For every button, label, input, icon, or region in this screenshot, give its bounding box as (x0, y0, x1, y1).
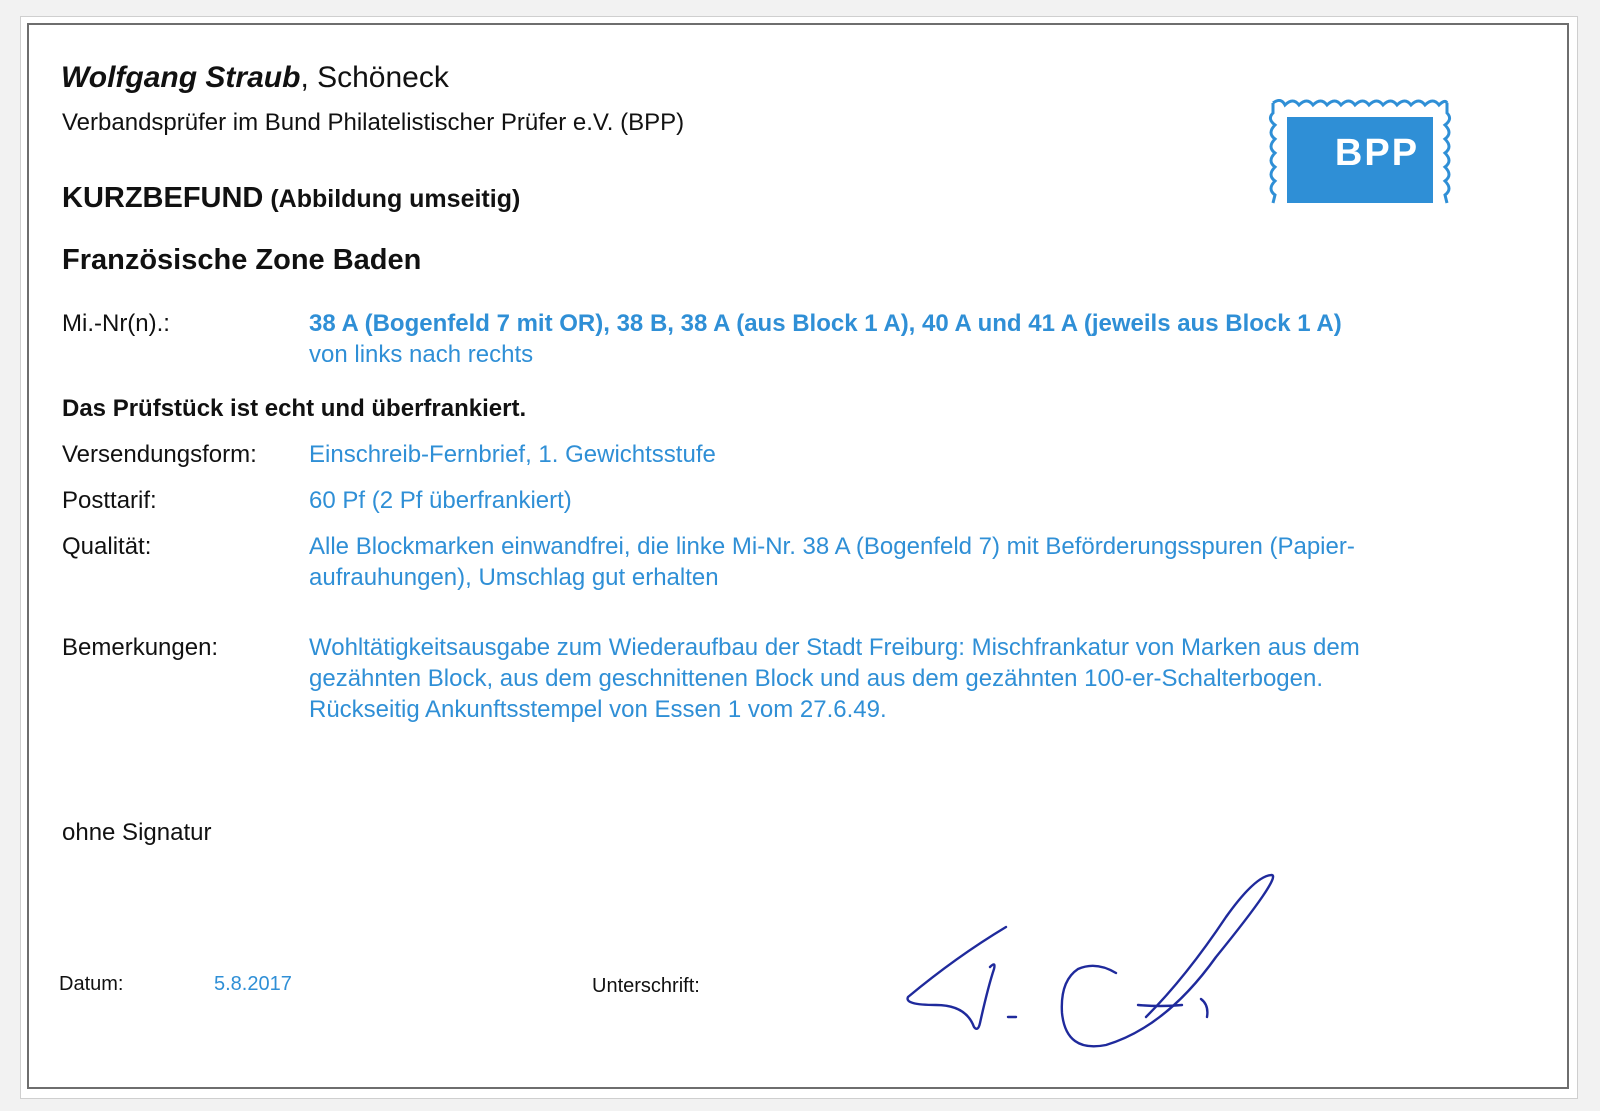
datum-label: Datum: (59, 973, 124, 995)
handwritten-signature (876, 857, 1276, 1067)
bemerkungen-value-line3: Rückseitig Ankunftsstempel von Essen 1 vom 27.6.49. (309, 696, 887, 723)
tarif-label: Posttarif: (62, 487, 157, 514)
examiner-line (61, 61, 449, 95)
examiner-location: , Schöneck (300, 61, 449, 94)
versand-label: Versendungsform: (62, 441, 257, 468)
qualitaet-label: Qualität: (62, 533, 152, 560)
bpp-logo-text: BPP (1334, 131, 1420, 174)
document-title-main: KURZBEFUND (62, 182, 264, 214)
qualitaet-value-line2: aufrauhungen), Umschlag gut erhalten (309, 564, 719, 591)
mi-label: Mi.-Nr(n).: (62, 310, 170, 337)
document-title-suffix: (Abbildung umseitig) (263, 185, 521, 213)
examiner-subtitle: Verbandsprüfer im Bund Philatelistischer Prüfer e.V. (BPP) (62, 109, 685, 136)
mi-value-line2: von links nach rechts (309, 341, 534, 368)
datum-value: 5.8.2017 (214, 973, 292, 995)
tarif-value: 60 Pf (2 Pf überfrankiert) (309, 487, 572, 514)
examiner-name: Wolfgang Straub (61, 61, 301, 94)
bemerkungen-label: Bemerkungen: (62, 634, 219, 661)
certificate-sheet (20, 16, 1578, 1099)
document-title (62, 182, 520, 215)
verdict-text: Das Prüfstück ist echt und überfrankiert. (62, 395, 527, 422)
unterschrift-label: Unterschrift: (592, 975, 700, 997)
signature-note: ohne Signatur (62, 819, 212, 846)
bemerkungen-value-line2: gezähnten Block, aus dem geschnittenen Block und aus dem gezähnten 100-er-Schalterbogen. (309, 665, 1323, 692)
versand-value: Einschreib-Fernbrief, 1. Gewichtsstufe (309, 441, 716, 468)
qualitaet-value-line1: Alle Blockmarken einwandfrei, die linke Mi-Nr. 38 A (Bogenfeld 7) mit Beförderungsspuren (Papier- (309, 533, 1355, 560)
mi-value-line1: 38 A (Bogenfeld 7 mit OR), 38 B, 38 A (aus Block 1 A), 40 A und 41 A (jeweils aus Block 1 A) (309, 310, 1342, 337)
region-heading: Französische Zone Baden (62, 244, 422, 276)
bemerkungen-value-line1: Wohltätigkeitsausgabe zum Wiederaufbau der Stadt Freiburg: Mischfrankatur von Marken aus dem (309, 634, 1360, 661)
